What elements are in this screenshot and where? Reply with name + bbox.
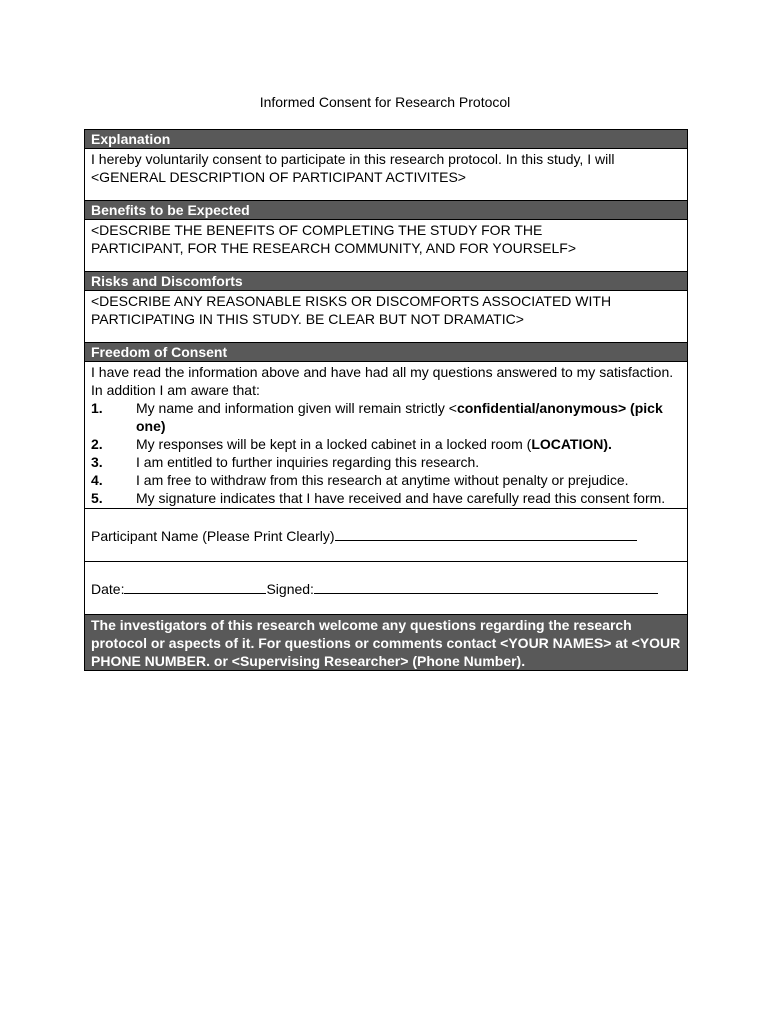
explanation-line-1: I hereby voluntarily consent to participate in this research protocol. In this study, I will — [91, 151, 615, 167]
list-item — [91, 489, 681, 507]
risks-body — [85, 291, 687, 343]
list-item — [91, 399, 681, 435]
list-item-number: 2. — [91, 436, 103, 452]
benefits-line-2: PARTICIPANT, FOR THE RESEARCH COMMUNITY, AND FOR YOURSELF> — [91, 240, 577, 256]
consent-form-table — [84, 129, 688, 671]
explanation-line-2: <GENERAL DESCRIPTION OF PARTICIPANT ACTIVITES> — [91, 169, 466, 185]
risks-line-2: PARTICIPATING IN THIS STUDY. BE CLEAR BUT NOT DRAMATIC> — [91, 311, 524, 327]
freedom-intro: I have read the information above and have had all my questions answered to my satisfaction. In addition I am aware that: — [91, 364, 674, 398]
participant-name-field[interactable] — [335, 526, 637, 541]
date-signed-row — [85, 562, 687, 615]
list-item-bold-text: LOCATION). — [531, 436, 612, 452]
signed-label: Signed: — [266, 581, 314, 597]
participant-name-row — [85, 509, 687, 562]
date-label: Date: — [91, 581, 125, 597]
date-field[interactable] — [124, 579, 266, 594]
signature-field[interactable] — [314, 579, 658, 594]
list-item — [91, 471, 681, 489]
explanation-header: Explanation — [85, 130, 687, 149]
awareness-list — [91, 399, 681, 507]
page-title: Informed Consent for Research Protocol — [259, 94, 511, 110]
list-item-text: My signature indicates that I have received and have carefully read this consent form. — [136, 490, 666, 506]
list-item-bold-text: confidential/anonymous> (pick one) — [136, 400, 663, 434]
list-item-text: I am free to withdraw from this research at anytime without penalty or prejudice. — [136, 472, 629, 488]
benefits-line-1: <DESCRIBE THE BENEFITS OF COMPLETING THE STUDY FOR THE — [91, 222, 543, 238]
list-item-text: I am entitled to further inquiries regarding this research. — [136, 454, 480, 470]
list-item — [91, 453, 681, 471]
explanation-body — [85, 149, 687, 201]
risks-line-1: <DESCRIBE ANY REASONABLE RISKS OR DISCOMFORTS ASSOCIATED WITH — [91, 293, 612, 309]
list-item-text: My responses will be kept in a locked cabinet in a locked room ( — [136, 436, 532, 452]
list-item-number: 1. — [91, 400, 103, 416]
list-item-number: 5. — [91, 490, 103, 506]
list-item — [91, 435, 681, 453]
freedom-header: Freedom of Consent — [85, 343, 687, 362]
list-item-number: 4. — [91, 472, 103, 488]
benefits-header: Benefits to be Expected — [85, 201, 687, 220]
contact-footer: The investigators of this research welcome any questions regarding the research protocol or aspects of it. For questions or comments contact <YOUR NAMES> at <YOUR PHONE NUMBER. or <Supervising Researcher> (Phone Number). — [85, 615, 687, 670]
risks-header: Risks and Discomforts — [85, 272, 687, 291]
list-item-number: 3. — [91, 454, 103, 470]
participant-name-label: Participant Name (Please Print Clearly) — [91, 528, 335, 544]
freedom-body — [85, 362, 687, 509]
list-item-text: My name and information given will remain strictly < — [136, 400, 457, 416]
benefits-body — [85, 220, 687, 272]
